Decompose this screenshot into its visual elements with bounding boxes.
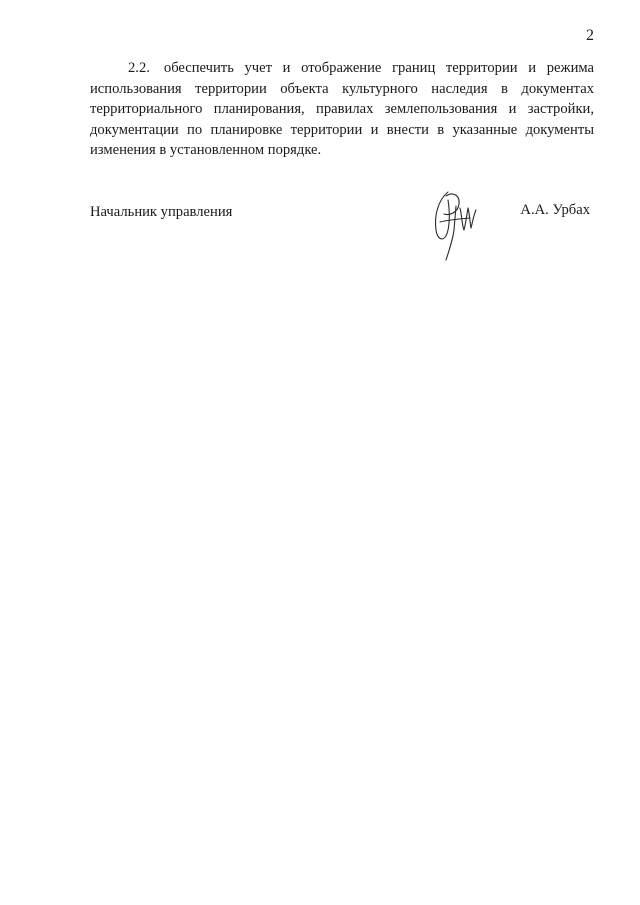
signer-name: А.А. Урбах <box>520 202 590 218</box>
handwritten-signature <box>426 186 484 264</box>
signature-block <box>90 200 594 260</box>
clause-number: 2.2. <box>128 60 150 76</box>
clause-text: обеспечить учет и отображение границ территории и режима использования территории объекта культурного наследия в документах территориального планирования, правилах землепользования и застройки, документации по планировке территории и внести в указанные документы изменения в установленном порядке. <box>90 60 594 158</box>
clause-paragraph <box>90 58 594 161</box>
signer-position: Начальник управления <box>90 204 233 220</box>
page-number: 2 <box>586 27 594 44</box>
